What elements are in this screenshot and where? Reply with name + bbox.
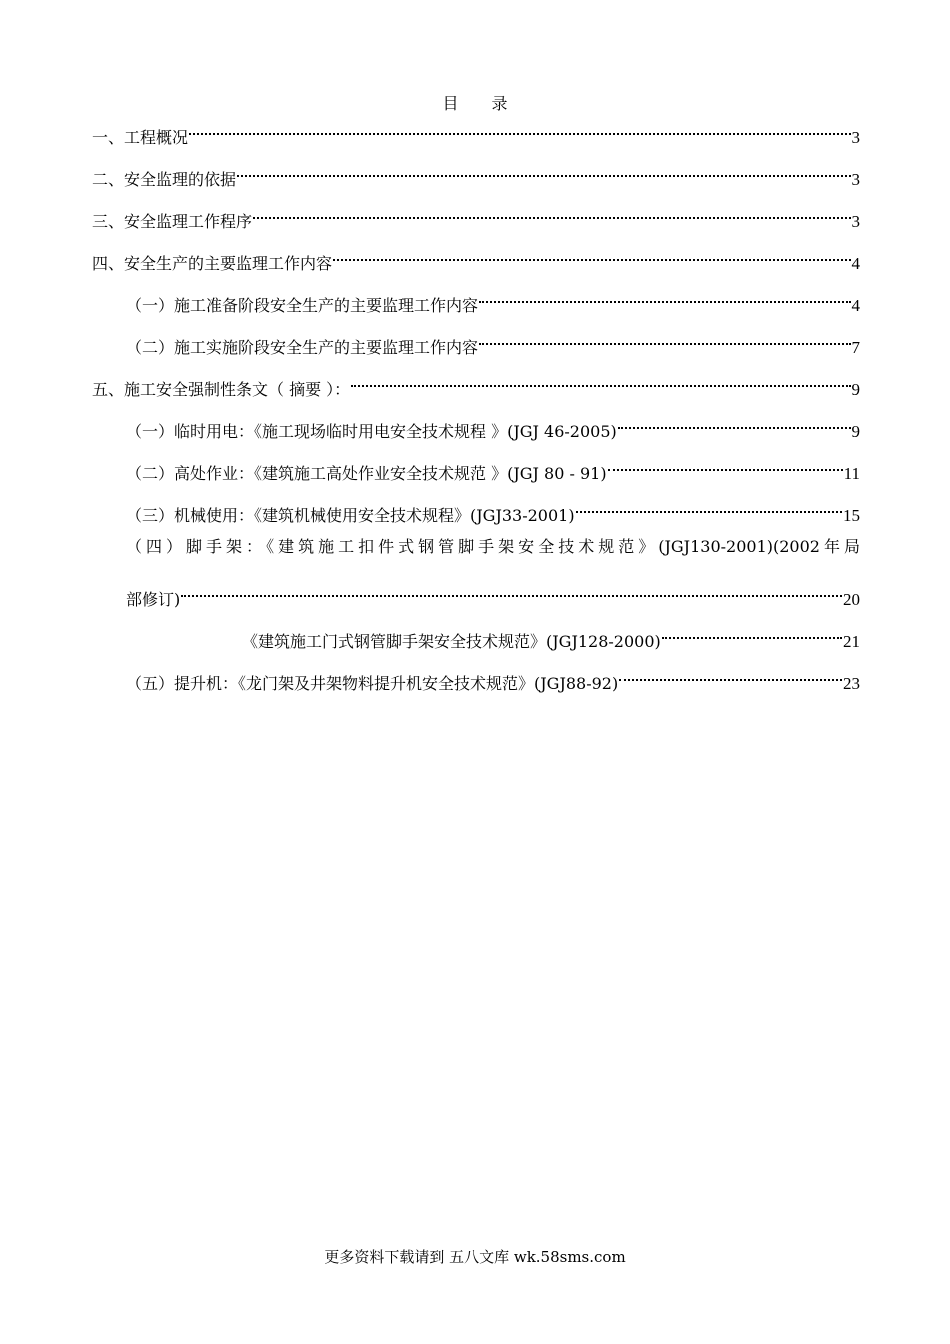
- toc-entry-5-4-line1[interactable]: （四）脚手架：《建筑施工扣件式钢管脚手架安全技术规范》(JGJ130-2001)(2002年局: [126, 537, 860, 556]
- toc-entry-2[interactable]: [92, 153, 860, 195]
- toc-entry-4-1[interactable]: [92, 279, 860, 321]
- dot-leader: [333, 237, 850, 269]
- toc-entry-5-2[interactable]: [92, 447, 860, 489]
- toc-entry-page: 11: [843, 464, 860, 483]
- toc-title: 目 录: [442, 94, 522, 113]
- toc-entry-label: （一）施工准备阶段安全生产的主要监理工作内容: [126, 296, 479, 315]
- dot-leader: [479, 321, 850, 353]
- toc-entry-5[interactable]: [92, 363, 860, 405]
- toc-entry-page: 3: [851, 212, 860, 231]
- dot-leader: [189, 111, 850, 143]
- dot-leader: [351, 363, 850, 395]
- toc-entry-page: 23: [843, 674, 860, 693]
- toc-entry-5-5[interactable]: [92, 657, 860, 699]
- dot-leader: [608, 447, 843, 479]
- dot-leader: [181, 573, 842, 605]
- toc-entry-4-2[interactable]: [92, 321, 860, 363]
- toc-entry-page: 20: [843, 590, 860, 609]
- dot-leader: [576, 489, 842, 521]
- dot-leader: [618, 405, 851, 437]
- table-of-contents: [92, 111, 860, 699]
- toc-entry-page: 3: [851, 170, 860, 189]
- toc-entry-5-1[interactable]: [92, 405, 860, 447]
- toc-entry-label: （三）机械使用：《建筑机械使用安全技术规程》(JGJ33-2001): [126, 506, 575, 525]
- toc-entry-label: 一、工程概况: [92, 128, 189, 147]
- dot-leader: [237, 153, 850, 185]
- toc-entry-label: 二、安全监理的依据: [92, 170, 237, 189]
- dot-leader: [479, 279, 850, 311]
- toc-entry-label: 四、安全生产的主要监理工作内容: [92, 254, 333, 273]
- toc-entry-page: 9: [851, 380, 860, 399]
- page-footer: 更多资料下载请到 五八文库 wk.58sms.com: [324, 1248, 626, 1266]
- toc-entry-label: 部修订): [126, 590, 181, 609]
- toc-entry-4[interactable]: [92, 237, 860, 279]
- toc-entry-label: （二）高处作业：《建筑施工高处作业安全技术规范 》(JGJ 80 - 91): [126, 464, 607, 483]
- toc-entry-5-4[interactable]: [92, 573, 860, 615]
- toc-entry-page: 3: [851, 128, 860, 147]
- toc-entry-label: 《建筑施工门式钢管脚手架安全技术规范》(JGJ128-2000): [242, 632, 661, 651]
- toc-entry-label: （二）施工实施阶段安全生产的主要监理工作内容: [126, 338, 479, 357]
- toc-entry-label: （五）提升机：《龙门架及井架物料提升机安全技术规范》(JGJ88-92): [126, 674, 619, 693]
- dot-leader: [662, 615, 842, 647]
- toc-entry-5-4-b[interactable]: [92, 615, 860, 657]
- toc-entry-page: 21: [843, 632, 860, 651]
- dot-leader: [253, 195, 850, 227]
- toc-entry-3[interactable]: [92, 195, 860, 237]
- toc-entry-label: 三、安全监理工作程序: [92, 212, 253, 231]
- toc-entry-page: 7: [851, 338, 860, 357]
- toc-entry-page: 4: [851, 254, 860, 273]
- toc-entry-page: 15: [843, 506, 860, 525]
- toc-entry-page: 9: [851, 422, 860, 441]
- toc-entry-1[interactable]: [92, 111, 860, 153]
- dot-leader: [619, 657, 842, 689]
- toc-entry-label: （一）临时用电：《施工现场临时用电安全技术规程 》(JGJ 46-2005): [126, 422, 617, 441]
- toc-entry-5-3[interactable]: [92, 489, 860, 531]
- toc-entry-page: 4: [851, 296, 860, 315]
- toc-entry-label: 五、施工安全强制性条文（ 摘要 ）：: [92, 380, 351, 399]
